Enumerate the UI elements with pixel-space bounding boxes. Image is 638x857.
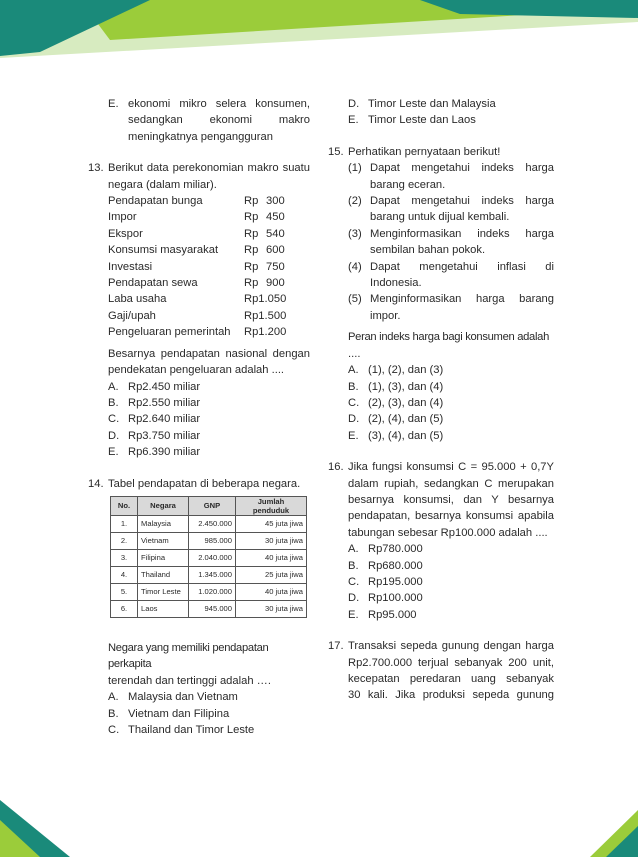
question-stem-line: Berikut data perekonomian makro suatu xyxy=(108,162,310,175)
option-d[interactable]: D. (2), (4), dan (5) xyxy=(348,413,444,426)
question-number: 15. xyxy=(328,145,344,158)
table-row: 1. Malaysia 2.450.000 45 juta jiwa xyxy=(111,515,307,532)
statement-5: (5) Menginformasikan harga barang impor. xyxy=(348,293,554,322)
table-row: 4. Thailand 1.345.000 25 juta jiwa xyxy=(111,566,307,583)
question-stem-line: besarnya konsumsi, dan Y besarnya xyxy=(348,493,554,506)
option-line: ekonomi mikro selera konsumen, xyxy=(128,98,310,110)
question-16 xyxy=(328,459,554,623)
question-stem-line: kecepatan peredaran uang sebanyak xyxy=(348,673,554,685)
question-text-line: Negara yang memiliki pendapatan perkapita xyxy=(108,641,269,671)
question-14-continued xyxy=(328,96,554,129)
table-row: 3. Filipina 2.040.000 40 juta jiwa xyxy=(111,549,307,566)
question-number: 14. xyxy=(88,477,104,490)
question-stem-line: Transaksi sepeda gunung dengan harga xyxy=(348,640,554,653)
question-stem-line: Rp2.700.000 terjual sebanyak 200 unit, xyxy=(348,656,554,669)
option-b[interactable]: B. Rp2.550 miliar xyxy=(108,396,201,409)
question-stem-line: tabungan sebesar Rp100.000 adalah .... xyxy=(348,526,548,539)
question-number: 13. xyxy=(88,162,104,175)
gnp-table xyxy=(110,496,307,618)
question-stem-line: 30 kali. Jika produksi sepeda gunung xyxy=(348,689,554,702)
question-text-line: pendekatan pengeluaran adalah .... xyxy=(108,364,285,377)
table-header-row: No. Negara GNP Jumlah penduduk xyxy=(111,496,307,515)
question-text-line: Peran indeks harga bagi konsumen adalah xyxy=(348,331,550,344)
option-a[interactable]: A. (1), (2), dan (3) xyxy=(348,364,444,377)
right-column xyxy=(328,96,554,704)
option-line: meningkatnya pengangguran xyxy=(128,130,273,143)
question-number: 17. xyxy=(328,640,344,653)
footer-decoration xyxy=(0,790,638,857)
question-stem-line: dalam rupiah, sedangkan C merupakan xyxy=(348,477,554,490)
data-row: Ekspor Rp 540 xyxy=(108,227,285,240)
option-c[interactable]: C. Rp195.000 xyxy=(348,575,423,588)
question-stem: Perhatikan pernyataan berikut! xyxy=(348,145,501,158)
data-row: Investasi Rp 750 xyxy=(108,260,285,273)
question-stem-line: pendapatan, besarnya konsumsi apabila xyxy=(348,510,554,523)
option-e[interactable]: E. (3), (4), dan (5) xyxy=(348,429,444,442)
q12-option-e xyxy=(108,96,310,145)
data-row: Pengeluaran pemerintah Rp1.200 xyxy=(108,326,287,339)
option-b[interactable]: B. Rp680.000 xyxy=(348,559,423,572)
option-b[interactable]: B. Vietnam dan Filipina xyxy=(108,707,230,720)
question-13 xyxy=(88,160,310,460)
statement-1: (1) Dapat mengetahui indeks harga barang eceran. xyxy=(348,162,554,191)
option-d[interactable]: D. Timor Leste dan Malaysia xyxy=(348,98,496,110)
table-row: 2. Vietnam 985.000 30 juta jiwa xyxy=(111,532,307,549)
option-e[interactable]: E. Rp6.390 miliar xyxy=(108,446,201,459)
option-e[interactable]: E. Rp95.000 xyxy=(348,608,417,621)
data-row: Pendapatan sewa Rp 900 xyxy=(108,277,285,290)
data-row: Gaji/upah Rp1.500 xyxy=(108,309,287,322)
question-stem-line: negara (dalam miliar). xyxy=(108,178,217,191)
statement-2: (2) Dapat mengetahui indeks harga barang untuk dijual kembali. xyxy=(348,195,554,224)
option-e[interactable]: E. Timor Leste dan Laos xyxy=(348,114,476,127)
option-a[interactable]: A. Rp780.000 xyxy=(348,543,423,556)
option-c[interactable]: C. Thailand dan Timor Leste xyxy=(108,723,255,736)
option-d[interactable]: D. Rp3.750 miliar xyxy=(108,429,201,442)
data-row: Laba usaha Rp1.050 xyxy=(108,293,287,306)
question-stem-line: Jika fungsi konsumsi C = 95.000 + 0,7Y xyxy=(348,461,554,474)
question-text-line: .... xyxy=(348,347,361,360)
header-decoration xyxy=(0,0,638,60)
question-text-line: terendah dan tertinggi adalah …. xyxy=(108,674,271,687)
left-column xyxy=(88,96,310,738)
question-text-line: Besarnya pendapatan nasional dengan xyxy=(108,347,310,360)
table-row: 6. Laos 945.000 30 juta jiwa xyxy=(111,600,307,617)
data-row: Impor Rp 450 xyxy=(108,211,285,224)
data-row: Konsumsi masyarakat Rp 600 xyxy=(108,244,285,257)
question-15 xyxy=(328,144,554,444)
option-c[interactable]: C. (2), (3), dan (4) xyxy=(348,396,444,409)
option-c[interactable]: C. Rp2.640 miliar xyxy=(108,413,201,426)
table-row: 5. Timor Leste 1.020.000 40 juta jiwa xyxy=(111,583,307,600)
option-line: sedangkan ekonomi makro xyxy=(128,114,310,127)
question-17 xyxy=(328,638,554,704)
question-stem: Tabel pendapatan di beberapa negara. xyxy=(108,477,301,490)
data-row: Pendapatan bunga Rp 300 xyxy=(108,195,285,208)
statement-4: (4) Dapat mengetahui inflasi di Indonesia. xyxy=(348,260,554,290)
option-b[interactable]: B. (1), (3), dan (4) xyxy=(348,380,444,393)
question-number: 16. xyxy=(328,461,344,474)
question-14 xyxy=(88,476,310,739)
option-a[interactable]: A. Rp2.450 miliar xyxy=(108,380,201,393)
option-label: E. xyxy=(108,98,119,110)
macro-data-list xyxy=(108,193,310,341)
option-d[interactable]: D. Rp100.000 xyxy=(348,592,423,605)
option-a[interactable]: A. Malaysia dan Vietnam xyxy=(108,691,238,704)
statement-3: (3) Menginformasikan indeks harga sembilan bahan pokok. xyxy=(348,227,554,257)
